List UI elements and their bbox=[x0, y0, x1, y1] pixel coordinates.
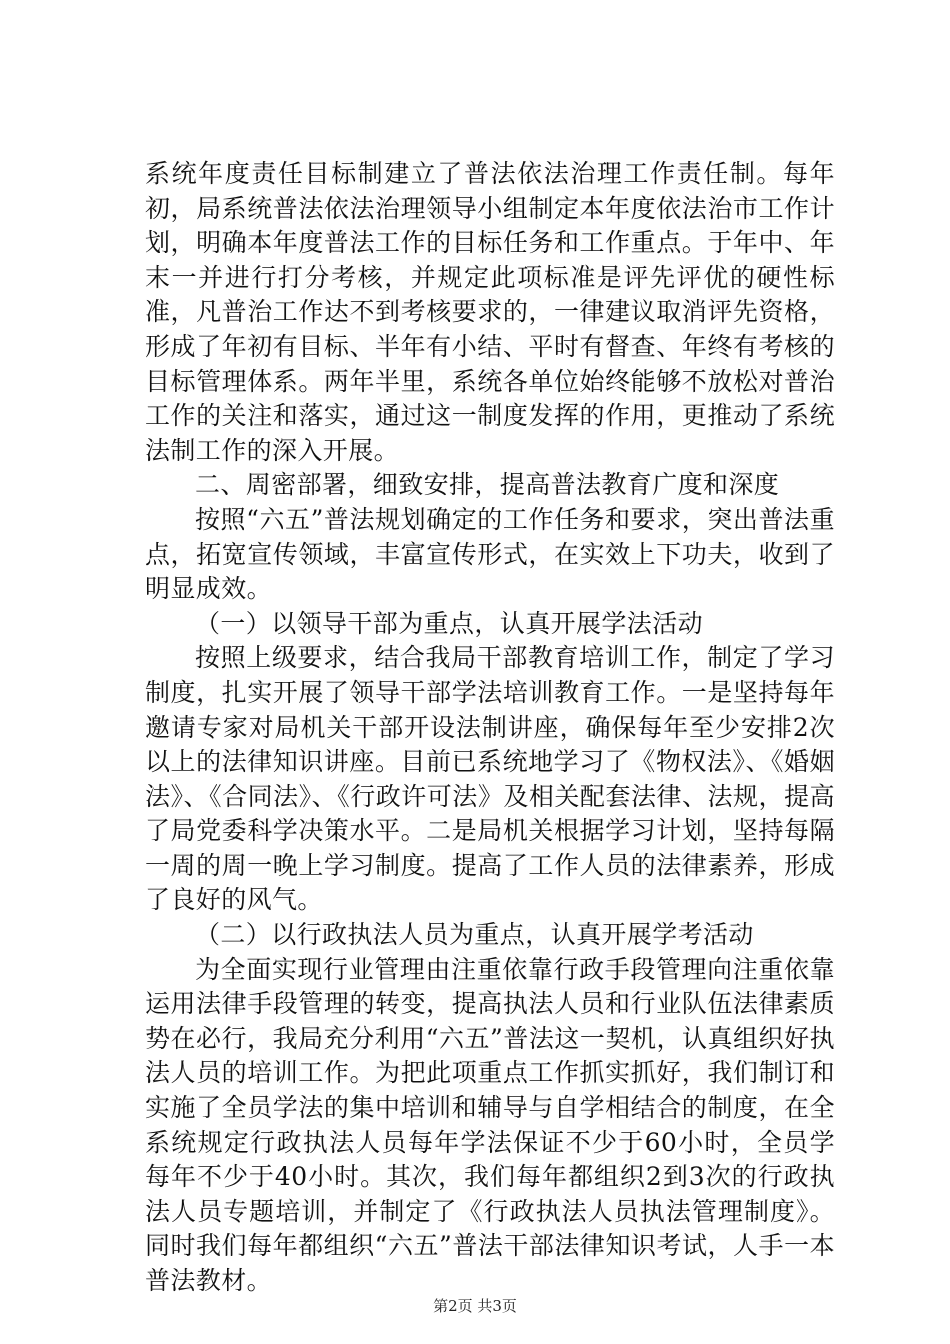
section-heading-two: 二、周密部署，细致安排，提高普法教育广度和深度 bbox=[195, 470, 780, 500]
subheading-enforcement-staff: （二）以行政执法人员为重点，认真开展学考活动 bbox=[195, 920, 754, 950]
subheading-leaders: （一）以领导干部为重点，认真开展学法活动 bbox=[195, 608, 704, 638]
document-body bbox=[145, 157, 835, 1299]
paragraph-six-five-plan: 按照“六五”普法规划确定的工作任务和要求，突出普法重点，拓宽宣传领域，丰富宣传形式，在实效上下功夫，收到了明显成效。 bbox=[145, 504, 835, 604]
page-number-footer: 第2页 共3页 bbox=[433, 1297, 517, 1315]
paragraph-enforcement-training: 为全面实现行业管理由注重依靠行政手段管理向注重依靠运用法律手段管理的转变，提高执法人员和行业队伍法律素质势在必行，我局充分利用“六五”普法这一契机，认真组织好执法人员的培训工作。为把此项重点工作抓实抓好，我们制订和实施了全员学法的集中培训和辅导与自学相结合的制度，在全系统规定行政执法人员每年学法保证不少于60小时，全员学每年不少于40小时。其次，我们每年都组织2到3次的行政执法人员专题培训，并制定了《行政执法人员执法管理制度》。同时我们每年都组织“六五”普法干部法律知识考试，人手一本普法教材。 bbox=[145, 954, 835, 1295]
paragraph-leader-training: 按照上级要求，结合我局干部教育培训工作，制定了学习制度，扎实开展了领导干部学法培训教育工作。一是坚持每年邀请专家对局机关干部开设法制讲座，确保每年至少安排2次以上的法律知识讲座。目前已系统地学习了《物权法》、《婚姻法》、《合同法》、《行政许可法》及相关配套法律、法规，提高了局党委科学决策水平。二是局机关根据学习计划，坚持每隔一周的周一晚上学习制度。提高了工作人员的法律素养，形成了良好的风气。 bbox=[145, 643, 835, 915]
paragraph-responsibility-system: 系统年度责任目标制建立了普法依法治理工作责任制。每年初，局系统普法依法治理领导小组制定本年度依法治市工作计划，明确本年度普法工作的目标任务和工作重点。于年中、年末一并进行打分考核，并规定此项标准是评先评优的硬性标准，凡普治工作达不到考核要求的，一律建议取消评先资格，形成了年初有目标、半年有小结、平时有督查、年终有考核的目标管理体系。两年半里，系统各单位始终能够不放松对普治工作的关注和落实，通过这一制度发挥的作用，更推动了系统法制工作的深入开展。 bbox=[145, 159, 835, 465]
